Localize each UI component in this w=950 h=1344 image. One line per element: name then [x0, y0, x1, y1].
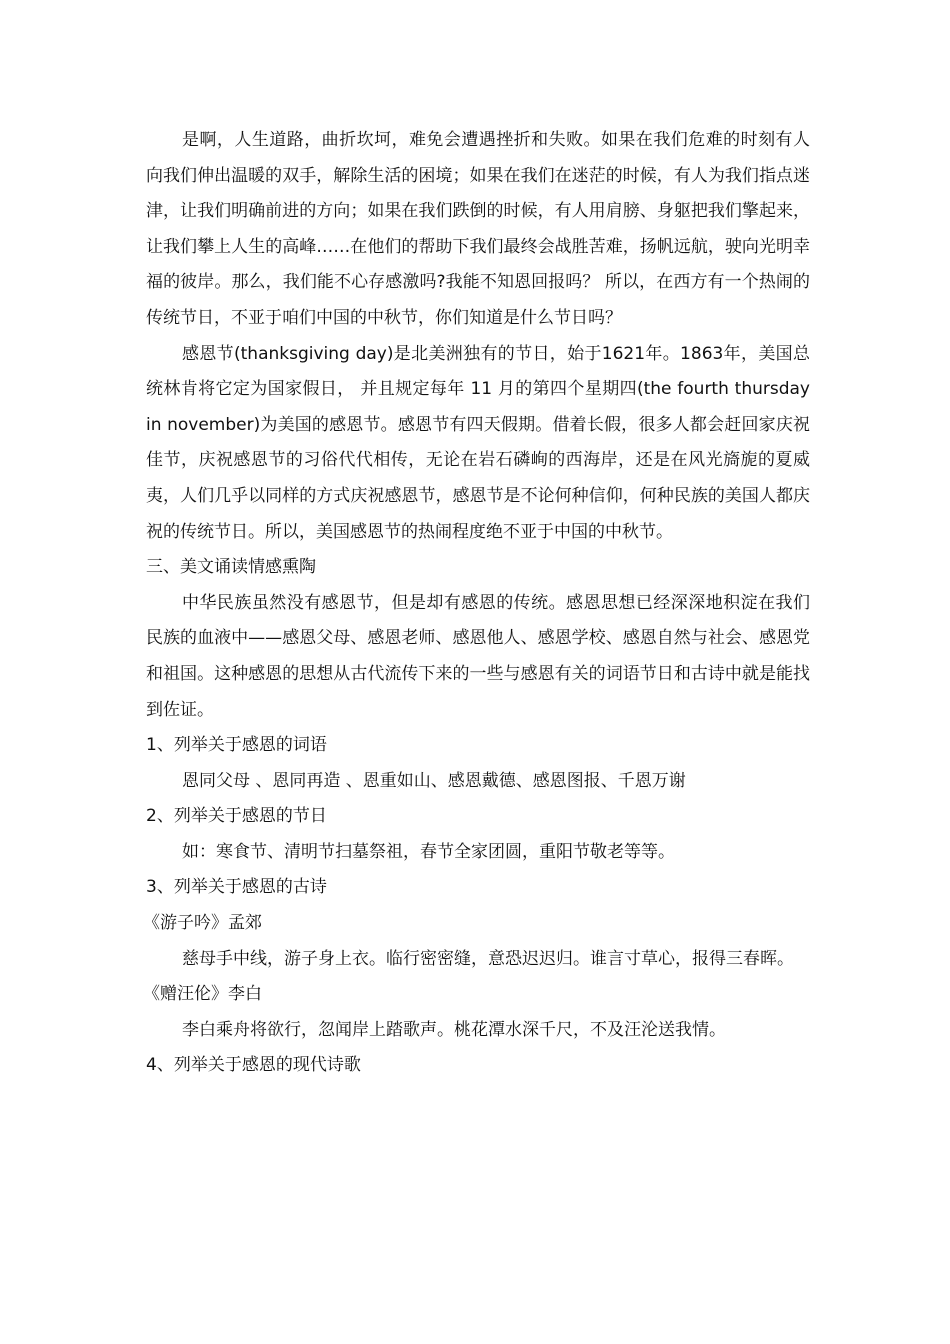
- paragraph-chinese-tradition: 中华民族虽然没有感恩节，但是却有感恩的传统。感恩思想已经深深地积淀在我们民族的血液中——感恩父母、感恩老师、感恩他人、感恩学校、感恩自然与社会、感恩党和祖国。这种感恩的思想从古代流传下来的一些与感恩有关的词语节日和古诗中就是能找到佐证。: [146, 592, 810, 720]
- list-item-1-heading: 1、列举关于感恩的词语: [146, 735, 327, 756]
- list-item-2-heading: 2、列举关于感恩的节日: [146, 806, 327, 827]
- poem-1-text: 慈母手中线，游子身上衣。临行密密缝，意恐迟迟归。谁言寸草心，报得三春晖。: [182, 948, 794, 969]
- gratitude-festivals: 如：寒食节、清明节扫墓祭祖，春节全家团圆，重阳节敬老等等。: [182, 841, 675, 862]
- paragraph-thanksgiving: 感恩节(thanksgiving day)是北美洲独有的节日，始于1621年。1863年，美国总统林肯将它定为国家假日， 并且规定每年 11 月的第四个星期四(the fourth thursday in november)为美国的感恩节。感恩节有四天假期。借着长假，很多人都会赶回家庆祝佳节，庆祝感恩节的习俗代代相传，无论在岩石磷峋的西海岸，还是在风光旖旎的夏威夷，人们几乎以同样的方式庆祝感恩节，感恩节是不论何种信仰，何种民族的美国人都庆祝的传统节日。所以，美国感恩节的热闹程度绝不亚于中国的中秋节。: [146, 343, 810, 542]
- section-heading-3: 三、美文诵读情感熏陶: [146, 557, 316, 578]
- list-item-4-heading: 4、列举关于感恩的现代诗歌: [146, 1055, 361, 1076]
- poem-2-text: 李白乘舟将欲行，忽闻岸上踏歌声。桃花潭水深千尺，不及汪沦送我情。: [182, 1019, 726, 1040]
- poem-2-title: 《赠汪伦》李白: [143, 984, 262, 1005]
- list-item-3-heading: 3、列举关于感恩的古诗: [146, 877, 327, 898]
- poem-1-title: 《游子吟》孟郊: [143, 913, 262, 934]
- gratitude-words: 恩同父母 、恩同再造 、恩重如山、感恩戴德、感恩图报、千恩万谢: [182, 770, 686, 791]
- paragraph-intro: 是啊，人生道路，曲折坎坷，难免会遭遇挫折和失败。如果在我们危难的时刻有人向我们伸出温暖的双手，解除生活的困境；如果在我们在迷茫的时候，有人为我们指点迷津，让我们明确前进的方向；如果在我们跌倒的时候，有人用肩膀、身躯把我们擎起来，让我们攀上人生的高峰……在他们的帮助下我们最终会战胜苦难，扬帆远航，驶向光明幸福的彼岸。那么，我们能不心存感激吗?我能不知恩回报吗？ 所以，在西方有一个热闹的传统节日，不亚于咱们中国的中秋节，你们知道是什么节日吗？: [146, 130, 810, 328]
